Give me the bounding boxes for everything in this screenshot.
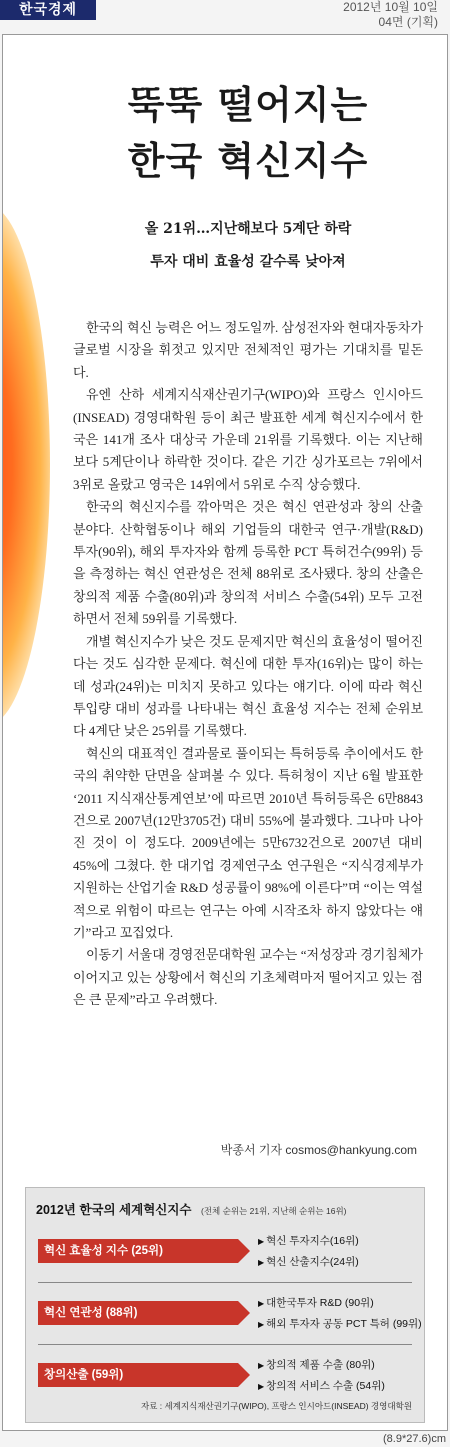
subitem: ▶ 혁신 산출지수(24위) <box>258 1256 359 1268</box>
paragraph: 혁신의 대표적인 결과물로 풀이되는 특허등록 추이에서도 한국의 취약한 단면을 살펴볼 수 있다. 특허청이 지난 6월 발표한 ‘2011 지식재산통계연보’에 따르면 2010년 특허등록은 6만8843건으로 2007년(12만3705건) 대비 55%에 불과했다. 그나마 나아진 것이 이 정도다. 2009년에는 5만6732건으로 2007년 대비 45%에 그쳤다. 한 대기업 경제연구소 연구원은 “지식경제부가 지원하는 산업기술 R&D 성공률이 98%에 이른다”며 “이는 역설적으로 위험이 따르는 연구는 아예 시작조차 하지 않았다는 얘기”라고 꼬집었다. <box>73 745 424 940</box>
divider <box>38 1282 412 1283</box>
publish-date: 2012년 10월 10일 <box>343 0 438 14</box>
subheadline-line: 투자 대비 효율성 갈수록 낮아져 <box>150 254 346 270</box>
arrow-right-icon <box>238 1239 250 1263</box>
triangle-bullet-icon: ▶ <box>258 1237 265 1246</box>
index-row <box>26 1352 424 1400</box>
page-section: 04면 (기획) <box>378 15 438 29</box>
divider <box>38 1344 412 1345</box>
infobox-title-text: 2012년 한국의 세계혁신지수 <box>36 1203 192 1217</box>
headline-line: 한국 혁신지수 <box>127 138 369 183</box>
paragraph: 한국의 혁신 능력은 어느 정도일까. 삼성전자와 현대자동차가 글로벌 시장을 휘젓고 있지만 전체적인 평가는 기대치를 밑돈다. <box>73 320 423 380</box>
byline: 박종서 기자 cosmos@hankyung.com <box>220 1143 417 1157</box>
subheadline <box>53 213 443 279</box>
article-clipping <box>2 34 448 1431</box>
triangle-bullet-icon: ▶ <box>258 1361 265 1370</box>
index-subitems <box>258 1355 385 1397</box>
paragraph: 유엔 산하 세계지식재산권기구(WIPO)와 프랑스 인시아드(INSEAD) 경영대학원 등이 최근 발표한 세계 혁신지수에서 한국은 141개 조사 대상국 가운데 21위를 기록했다. 이는 지난해보다 5계단이나 하락한 것이다. 같은 기간 싱가포르는 7위에서 3위로 올랐고 영국은 14위에서 5위로 수직 상승했다. <box>73 387 423 492</box>
paragraph: 이동기 서울대 경영전문대학원 교수는 “저성장과 경기침체가 이어지고 있는 상황에서 혁신의 기초체력마저 떨어지고 있는 점은 큰 문제”라고 우려했다. <box>73 947 423 1008</box>
infobox-title <box>36 1200 346 1218</box>
paragraph: 개별 혁신지수가 낮은 것도 문제지만 혁신의 효율성이 떨어진다는 것도 심각한 문제다. 혁신에 대한 투자(16위)는 많이 하는데 성과(24위)는 미치지 못하고 있다는 얘기다. 이에 따라 혁신 투입량 대비 성과를 나타내는 혁신 효율성 지수는 전체 순위보다 4계단 낮은 25위를 기록했다. <box>73 633 423 739</box>
index-subitems <box>258 1293 422 1335</box>
index-subitems <box>258 1231 359 1273</box>
index-row <box>26 1228 424 1276</box>
sun-graphic-icon <box>2 205 50 725</box>
infobox-note: (전체 순위는 21위, 지난해 순위는 16위) <box>201 1206 347 1216</box>
triangle-bullet-icon: ▶ <box>258 1258 265 1267</box>
arrow-right-icon <box>238 1301 250 1325</box>
newspaper-logo: 한국경제 <box>0 0 96 20</box>
index-category: 창의산출 (59위) <box>38 1363 238 1387</box>
index-row <box>26 1290 424 1338</box>
subheadline-line: 올 21위…지난해보다 5계단 하락 <box>144 221 352 237</box>
triangle-bullet-icon: ▶ <box>258 1299 265 1308</box>
index-category: 혁신 연관성 (88위) <box>38 1301 238 1325</box>
dateline <box>343 0 438 30</box>
info-graphic-box <box>25 1187 425 1423</box>
source-note: 자료 : 세계지식재산권기구(WIPO), 프랑스 인시아드(INSEAD) 경영대학원 <box>140 1401 412 1411</box>
subitem: ▶ 대한국투자 R&D (90위) <box>258 1297 374 1309</box>
clipping-size: (8.9*27.6)cm <box>383 1433 446 1445</box>
subitem: ▶ 혁신 투자지수(16위) <box>258 1235 359 1247</box>
headline <box>53 77 443 189</box>
masthead <box>0 0 450 34</box>
arrow-right-icon <box>238 1363 250 1387</box>
index-category: 혁신 효율성 지수 (25위) <box>38 1239 238 1263</box>
triangle-bullet-icon: ▶ <box>258 1320 265 1329</box>
triangle-bullet-icon: ▶ <box>258 1382 265 1391</box>
headline-line: 뚝뚝 떨어지는 <box>127 82 369 127</box>
article-body <box>73 317 423 1012</box>
subitem: ▶ 창의적 서비스 수출 (54위) <box>258 1380 385 1392</box>
paragraph: 한국의 혁신지수를 깎아먹은 것은 혁신 연관성과 창의 산출 분야다. 산학협동이나 해외 기업들의 대한국 연구·개발(R&D) 투자(90위), 해외 투자자와 함께 등록한 PCT 특허건수(99위) 등을 측정하는 혁신 연관성은 전체 88위로 조사됐다. 창의 산출은 창의적 제품 수출(80위)과 창의적 서비스 수출(54위) 모두 고전하면서 전체 59위를 기록했다. <box>73 499 423 627</box>
subitem: ▶ 해외 투자자 공동 PCT 특허 (99위) <box>258 1318 422 1330</box>
subitem: ▶ 창의적 제품 수출 (80위) <box>258 1359 375 1371</box>
